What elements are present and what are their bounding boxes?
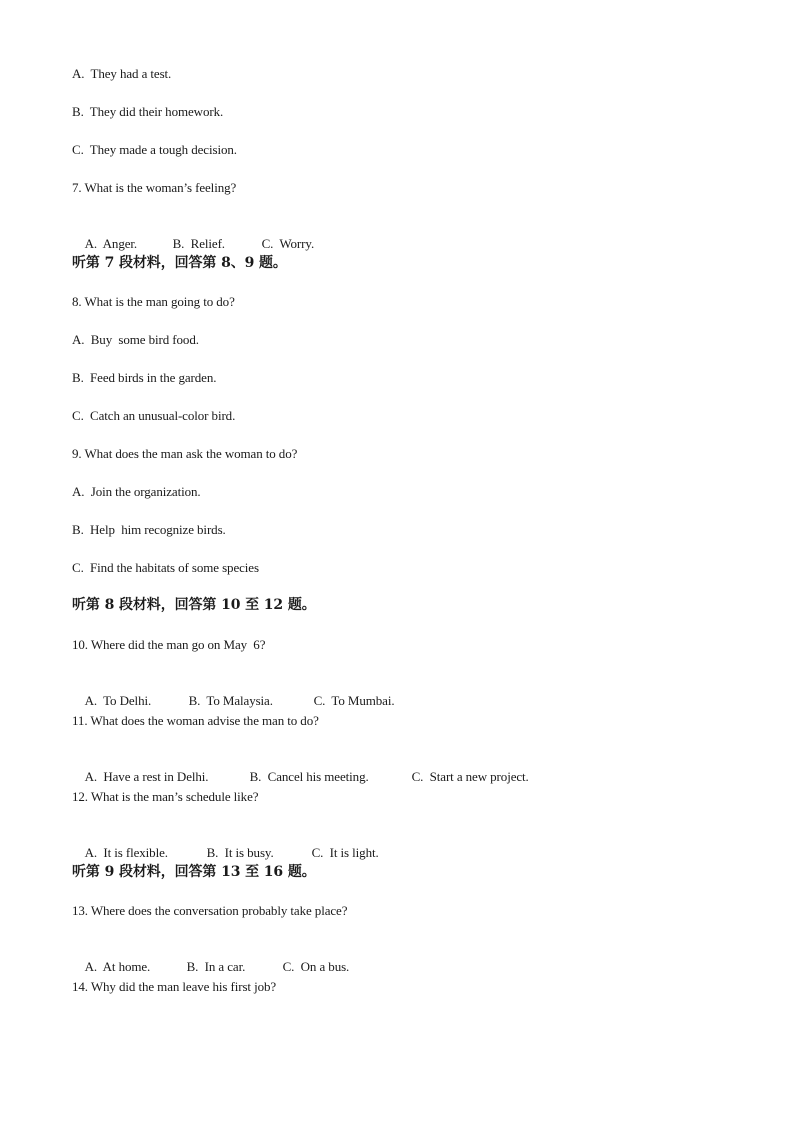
question-10: 10. Where did the man go on May 6? xyxy=(72,637,266,652)
q7-option-a: A. Anger. xyxy=(84,236,138,251)
q7-option-c: C. Worry. xyxy=(261,236,315,251)
q7-option-b: B. Relief. xyxy=(172,236,225,251)
q8-option-c: C. Catch an unusual-color bird. xyxy=(72,408,236,423)
q9-option-b: B. Help him recognize birds. xyxy=(72,522,226,537)
question-11: 11. What does the woman advise the man to do? xyxy=(72,713,319,728)
q11-option-b: B. Cancel his meeting. xyxy=(249,769,369,784)
q8-option-b: B. Feed birds in the garden. xyxy=(72,370,217,385)
question-9: 9. What does the man ask the woman to do? xyxy=(72,446,298,461)
section-heading-8: 听第 8 段材料，回答第 10 至 12 题。 xyxy=(72,597,316,613)
q10-option-c: C. To Mumbai. xyxy=(313,693,395,708)
q12-option-c: C. It is light. xyxy=(311,845,379,860)
q11-option-a: A. Have a rest in Delhi. xyxy=(84,769,209,784)
q11-option-c: C. Start a new project. xyxy=(411,769,529,784)
q8-option-a: A. Buy some bird food. xyxy=(72,332,199,347)
q6-option-c: C. They made a tough decision. xyxy=(72,142,237,157)
q10-option-a: A. To Delhi. xyxy=(84,693,152,708)
q6-option-a: A. They had a test. xyxy=(72,66,172,81)
q6-option-b: B. They did their homework. xyxy=(72,104,224,119)
question-7: 7. What is the woman’s feeling? xyxy=(72,180,237,195)
q9-option-c: C. Find the habitats of some species xyxy=(72,560,259,575)
section-heading-9: 听第 9 段材料，回答第 13 至 16 题。 xyxy=(72,864,316,880)
section-heading-7: 听第 7 段材料，回答第 8、9 题。 xyxy=(72,255,287,271)
q13-option-a: A. At home. xyxy=(84,959,151,974)
q10-option-b: B. To Malaysia. xyxy=(188,693,273,708)
q12-option-a: A. It is flexible. xyxy=(84,845,168,860)
question-14: 14. Why did the man leave his first job? xyxy=(72,979,277,994)
question-8: 8. What is the man going to do? xyxy=(72,294,235,309)
question-12: 12. What is the man’s schedule like? xyxy=(72,789,259,804)
question-13: 13. Where does the conversation probably take place? xyxy=(72,903,348,918)
q9-option-a: A. Join the organization. xyxy=(72,484,201,499)
q13-option-b: B. In a car. xyxy=(186,959,246,974)
q13-option-c: C. On a bus. xyxy=(282,959,350,974)
q12-option-b: B. It is busy. xyxy=(206,845,274,860)
